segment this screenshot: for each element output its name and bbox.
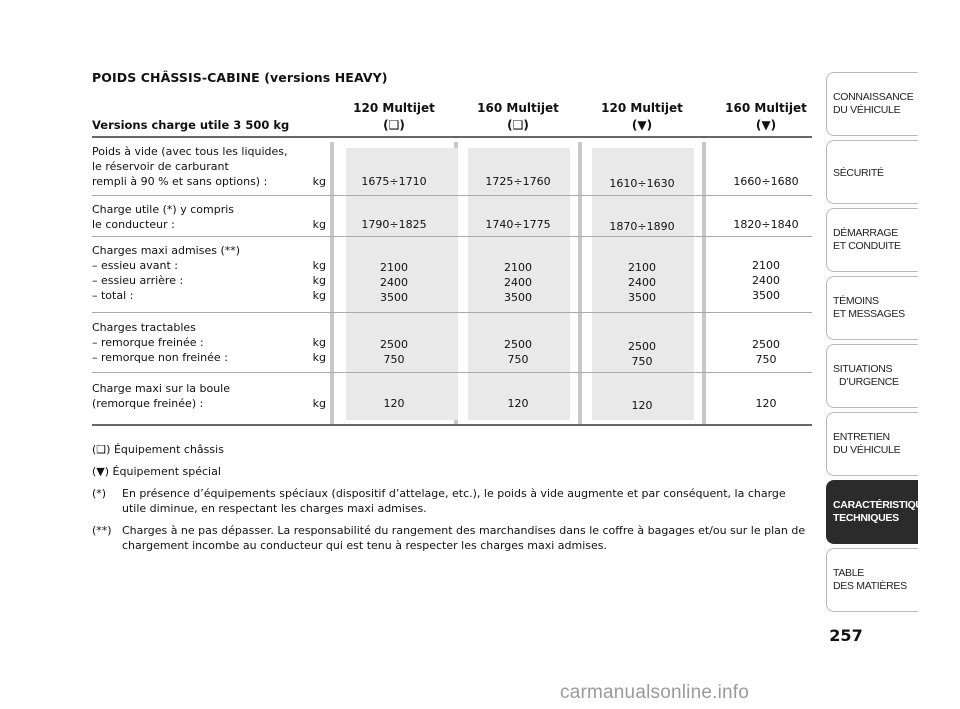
row-units: kg [312,218,326,231]
table-cell: 2500 750 [752,338,780,366]
row-label-tow-ball: Charge maxi sur la boule (remorque freinée) : [92,382,231,410]
table-cell: 2100 2400 3500 [380,261,408,304]
table-cell: 120 [755,397,777,410]
table-cell: 120 [507,397,529,410]
row-units: kg [312,175,326,188]
page-number: 257 [829,626,863,645]
row-rule [92,236,812,237]
row-rule [92,312,812,313]
table-cell: 2100 2400 3500 [628,261,656,304]
row-rule [92,372,812,373]
row-units: kg kg [312,336,326,364]
note-star1: (*) En présence d’équipements spéciaux (dispositif d’attelage, etc.), le poids à vide augmente et par conséquent, la charge utile diminue, en respectant les charges maxi admises. [92,487,786,515]
table-cell: 2500 750 [380,338,408,366]
row-units: kg [312,397,326,410]
row-label-payload: Charge utile (*) y compris le conducteur : [92,203,235,231]
header-rule [92,136,812,138]
row-units: kg kg kg [312,259,326,302]
section-title: POIDS CHÂSSIS-CABINE (versions HEAVY) [92,70,388,85]
table-cell: 2500 750 [628,340,656,368]
tab-entretien[interactable]: ENTRETIEN DU VÉHICULE [826,412,918,476]
note-star2: (**) Charges à ne pas dépasser. La responsabilité du rangement des marchandises dans le coffre à bagages et/ou sur le plan de chargement incombe au conducteur qui est tenu à respecter les charges maxi admises. [92,524,806,552]
header-label: Versions charge utile 3 500 kg [92,118,290,132]
table-cell: 1675÷1710 [361,175,427,188]
table-cell: 1740÷1775 [485,218,551,231]
table-cell: 120 [631,399,653,412]
table-cell: 2100 2400 3500 [504,261,532,304]
column-header-2: 160 Multijet (❑) [477,101,559,132]
row-label-empty-weight: Poids à vide (avec tous les liquides, le réservoir de carburant rempli à 90 % et sans options) : [92,145,288,188]
table-cell: 1870÷1890 [609,220,675,233]
tab-table-matieres[interactable]: TABLE DES MATIÈRES [826,548,918,612]
tab-connaissance[interactable]: CONNAISSANCE DU VÉHICULE [826,72,918,136]
weights-table [92,96,812,424]
table-cell: 120 [383,397,405,410]
table-cell: 1790÷1825 [361,218,427,231]
tab-temoins[interactable]: TÉMOINS ET MESSAGES [826,276,918,340]
tab-situations[interactable]: SITUATIONS D’URGENCE [826,344,918,408]
column-header-4: 160 Multijet (▼) [725,101,807,132]
row-label-towable-loads: Charges tractables – remorque freinée : – remorque non freinée : [92,321,228,364]
watermark: carmanualsonline.info [560,682,750,703]
table-cell: 2100 2400 3500 [752,259,780,302]
tab-securite[interactable]: SÉCURITÉ [826,140,918,204]
column-header-1: 120 Multijet (❑) [353,101,435,132]
table-cell: 1610÷1630 [609,177,675,190]
table-cell: 1725÷1760 [485,175,551,188]
row-rule [92,195,812,196]
table-cell: 2500 750 [504,338,532,366]
column-header-3: 120 Multijet (▼) [601,101,683,132]
tab-demarrage[interactable]: DÉMARRAGE ET CONDUITE [826,208,918,272]
note-special: (▼) Équipement spécial [92,465,221,478]
row-label-max-loads: Charges maxi admises (**) – essieu avant : – essieu arrière : – total : [92,244,241,302]
tab-caracteristiques[interactable]: CARACTÉRISTIQUES TECHNIQUES [826,480,918,544]
notes [92,442,807,560]
note-chassis: (❑) Équipement châssis [92,443,224,456]
bottom-rule [92,424,812,426]
table-cell: 1820÷1840 [733,218,799,231]
table-cell: 1660÷1680 [733,175,799,188]
